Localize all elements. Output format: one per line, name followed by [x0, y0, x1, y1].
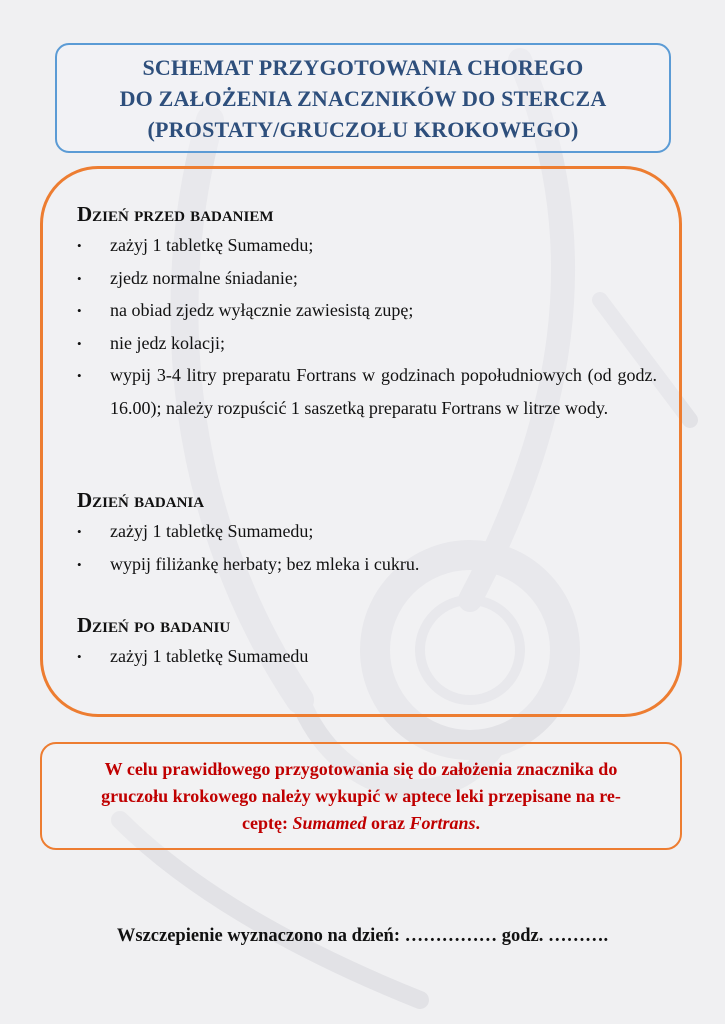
- section-title-day-after: Dzień po badaniu: [77, 613, 231, 637]
- list-item: • wypij filiżankę herbaty; bez mleka i cukru.: [77, 548, 657, 581]
- list-item: • zażyj 1 tabletkę Sumamedu;: [77, 515, 657, 548]
- list-item: • wypij 3-4 litry preparatu Fortrans w godzinach popołudniowych (od godz. 16.00); należy rozpuścić 1 saszetką preparatu Fortrans w litrze wody.: [77, 359, 657, 424]
- bullet-icon: •: [77, 270, 82, 286]
- section-day-after: [77, 612, 657, 673]
- section-exam-day: [77, 487, 657, 580]
- drug-name-fortrans: Fortrans: [409, 812, 476, 833]
- bullet-icon: •: [77, 368, 82, 383]
- instructions-box: [40, 166, 682, 717]
- section-day-before: [77, 201, 657, 424]
- drug-name-sumamed: Sumamed: [292, 812, 367, 833]
- item-list-day-after: [77, 640, 657, 673]
- bullet-icon: •: [77, 238, 82, 253]
- title-line-3: (PROSTATY/GRUCZOŁU KROKOWEGO): [147, 116, 579, 142]
- bullet-icon: •: [77, 303, 82, 318]
- list-item: • nie jedz kolacji;: [77, 327, 657, 360]
- item-list-exam-day: [77, 515, 657, 580]
- note-line-1: W celu prawidłowego przygotowania się do założenia znacznika do: [104, 758, 618, 779]
- note-line-2: gruczołu krokowego należy wykupić w aptece leki przepisane na re-: [101, 785, 621, 806]
- bullet-icon: •: [77, 556, 82, 572]
- bullet-icon: •: [77, 649, 82, 664]
- section-title-day-before: Dzień przed badaniem: [77, 202, 274, 226]
- note-box: [40, 742, 682, 850]
- bullet-icon: •: [77, 524, 82, 539]
- title-box: [55, 43, 671, 153]
- appointment-line: Wszczepienie wyznaczono na dzień: …………… godz. ……….: [116, 926, 609, 946]
- list-item: • na obiad zjedz wyłącznie zawiesistą zupę;: [77, 294, 657, 327]
- list-item: • zażyj 1 tabletkę Sumamedu;: [77, 229, 657, 262]
- note-line-3: ceptę: Sumamed oraz Fortrans.: [241, 812, 480, 833]
- item-list-day-before: [77, 229, 657, 424]
- list-item: • zażyj 1 tabletkę Sumamedu: [77, 640, 657, 673]
- title-line-1: SCHEMAT PRZYGOTOWANIA CHOREGO: [142, 54, 584, 80]
- list-item: • zjedz normalne śniadanie;: [77, 262, 657, 295]
- title-line-2: DO ZAŁOŻENIA ZNACZNIKÓW DO STERCZA: [119, 85, 607, 111]
- bullet-icon: •: [77, 335, 82, 351]
- section-title-exam-day: Dzień badania: [77, 488, 205, 512]
